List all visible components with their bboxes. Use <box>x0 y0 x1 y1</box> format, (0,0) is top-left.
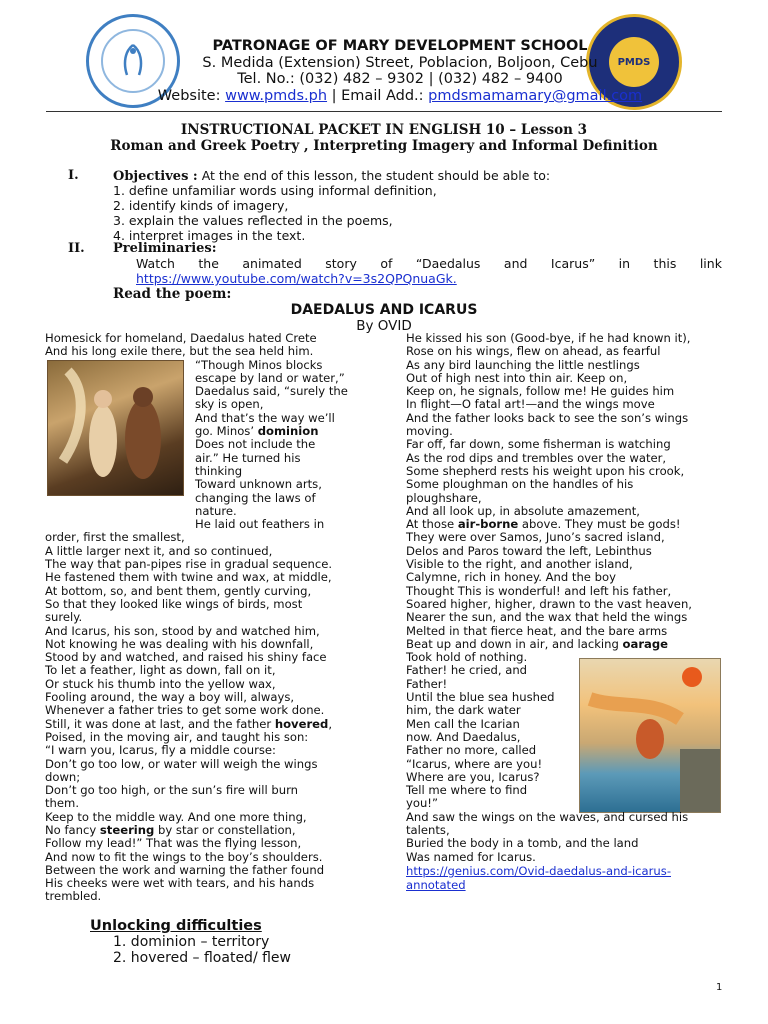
instruction-word: this <box>653 256 677 271</box>
poem-line-text: As the rod dips and trembles over the water, <box>406 450 667 465</box>
poem-line <box>406 611 736 624</box>
poem-line <box>45 784 365 797</box>
poem-line <box>45 758 365 771</box>
genius-source-link[interactable]: https://genius.com/Ovid-daedalus-and-icarus- <box>406 864 671 878</box>
poem-line <box>45 771 365 784</box>
vocabulary-item: 2. hovered – floated/ flew <box>113 950 291 966</box>
poem-line <box>45 731 365 744</box>
poem-line-text-after: by star or constellation, <box>154 822 296 837</box>
poem-line <box>45 531 365 544</box>
poem-line-text: thinking <box>195 463 243 478</box>
poem-line <box>45 359 365 372</box>
poem-line-text: Buried the body in a tomb, and the land <box>406 836 639 851</box>
poem-line-text: Far off, far down, some fisherman is watching <box>406 437 671 452</box>
instruction-word: link <box>699 256 722 271</box>
poem-line-text: changing the laws of <box>195 490 316 505</box>
poem-line-text: Was named for Icarus. <box>406 849 536 864</box>
poem-line-text: Between the work and warning the father found <box>45 862 325 877</box>
poem-line-text: He fastened them with twine and wax, at middle, <box>45 570 332 585</box>
poem-line-text-after: above. They must be gods! <box>518 517 681 532</box>
poem-line <box>406 598 736 611</box>
poem-line-text: In flight—O fatal art!—and the wings move <box>406 397 655 412</box>
poem-line <box>45 864 365 877</box>
poem-line-text: air.” He turned his <box>195 450 301 465</box>
poem-line-text: Don’t go too high, or the sun’s fire will burn <box>45 783 298 798</box>
poem-line <box>406 558 736 571</box>
poem-line <box>45 625 365 638</box>
poem-line-text: Not knowing he was dealing with his downfall, <box>45 636 314 651</box>
poem-line-text: The way that pan-pipes rise in gradual sequence. <box>45 557 333 572</box>
poem-line-text: Father! <box>406 676 448 691</box>
poem-line <box>406 492 736 505</box>
instruction-word: animated <box>242 256 302 271</box>
poem-line-text: Father! he cried, and <box>406 663 528 678</box>
poem-line-text: Does not include the <box>195 437 316 452</box>
poem-line <box>406 465 736 478</box>
poem-line-text: Men call the Icarian <box>406 716 520 731</box>
poem-author: By OVID <box>356 318 412 334</box>
poem-line <box>406 837 736 850</box>
poem-line-text: now. And Daedalus, <box>406 729 521 744</box>
poem-line-text: Still, it was done at last, and the father <box>45 716 275 731</box>
poem-line <box>406 625 736 638</box>
poem-line-text: Whenever a father tries to get some work done. <box>45 703 325 718</box>
poem-vocabulary-word: oarage <box>622 636 669 651</box>
poem-line <box>45 505 365 518</box>
poem-line <box>406 425 736 438</box>
poem-vocabulary-word: air-borne <box>457 517 519 532</box>
poem-line-text: So that they looked like wings of birds, most <box>45 596 303 611</box>
poem-line <box>45 465 365 478</box>
poem-line <box>406 811 736 824</box>
poem-line-text: To let a feather, light as down, fall on it, <box>45 663 276 678</box>
page-number: 1 <box>716 982 723 993</box>
poem-line-text: escape by land or water,” <box>195 370 345 385</box>
poem-line-text: Calymne, rich in honey. And the boy <box>406 570 616 585</box>
preliminaries-label: Preliminaries: <box>113 241 217 256</box>
poem-line-text: Tell me where to find <box>406 783 528 798</box>
poem-line-text: And the father looks back to see the son’s wings <box>406 410 689 425</box>
poem-line-text: Keep on, he signals, follow me! He guides him <box>406 384 675 399</box>
poem-line <box>406 452 736 465</box>
poem-line <box>406 851 736 864</box>
instruction-word: “Daedalus <box>415 256 481 271</box>
poem-line-text: Beat up and down in air, and lacking <box>406 636 623 651</box>
poem-line-text: Fooling around, the way a boy will, always, <box>45 690 295 705</box>
poem-line <box>45 744 365 757</box>
poem-line <box>406 545 736 558</box>
poem-line <box>406 359 736 372</box>
poem-line <box>406 332 736 345</box>
poem-line <box>45 372 365 385</box>
poem-line-text: And now to fit the wings to the boy’s shoulders. <box>45 849 323 864</box>
poem-line <box>406 478 736 491</box>
poem-line-text: And his long exile there, but the sea held him. <box>45 344 314 359</box>
packet-title: INSTRUCTIONAL PACKET IN ENGLISH 10 – Lesson 3 <box>180 122 588 138</box>
poem-line-text-after: , <box>328 716 333 731</box>
poem-line-text: Soared higher, higher, drawn to the vast heaven, <box>406 596 692 611</box>
poem-line <box>406 372 736 385</box>
poem-line-text: you!” <box>406 796 438 811</box>
email-link[interactable]: pmdsmamamary@gmail.com <box>428 88 643 104</box>
poem-line <box>45 651 365 664</box>
poem-line <box>45 611 365 624</box>
poem-line <box>406 585 736 598</box>
poem-line-text: Took hold of nothing. <box>406 650 528 665</box>
objectives-intro: At the end of this lesson, the student should be able to: <box>197 168 551 183</box>
poem-line-text: And Icarus, his son, stood by and watched him, <box>45 623 320 638</box>
objectives-numeral: I. <box>68 168 79 183</box>
objectives-heading <box>113 168 550 184</box>
poem-line-text: And that’s the way we’ll <box>195 410 335 425</box>
poem-line-text: Melted in that fierce heat, and the bare arms <box>406 623 668 638</box>
poem-line-text: Father no more, called <box>406 743 537 758</box>
poem-line-text: And saw the wings on the waves, and cursed his <box>406 809 689 824</box>
poem-line-text: Until the blue sea hushed <box>406 690 555 705</box>
poem-line <box>45 438 365 451</box>
poem-line-text: “Icarus, where are you! <box>406 756 543 771</box>
contact-line <box>120 88 680 104</box>
poem-line <box>406 518 736 531</box>
objectives-label: Objectives : <box>113 169 198 184</box>
poem-line <box>406 571 736 584</box>
pmds-emblem-icon: PMDS <box>609 37 659 87</box>
poem-line <box>45 837 365 850</box>
instruction-word: Watch <box>136 256 175 271</box>
poem-line <box>45 678 365 691</box>
poem-line <box>45 518 365 531</box>
poem-line-text: Thought This is wonderful! and left his father, <box>406 583 672 598</box>
poem-line-text: Nearer the sun, and the wax that held the wings <box>406 610 688 625</box>
poem-line <box>45 345 365 358</box>
poem-line <box>45 598 365 611</box>
objective-item: 1. define unfamiliar words using informal definition, <box>113 183 437 198</box>
poem-line <box>45 558 365 571</box>
poem-line-text: trembled. <box>45 889 102 904</box>
poem-line-text: Some shepherd rests his weight upon his crook, <box>406 463 685 478</box>
school-address: S. Medida (Extension) Street, Poblacion, Boljoon, Cebu <box>202 55 598 71</box>
poem-line-text: them. <box>45 796 80 811</box>
poem-line <box>45 545 365 558</box>
poem-line <box>406 678 736 691</box>
poem-line-text: They were over Samos, Juno’s sacred island, <box>406 530 665 545</box>
poem-line-text: “I warn you, Icarus, fly a middle course: <box>45 743 276 758</box>
poem-line-text: ploughshare, <box>406 490 482 505</box>
poem-line <box>406 345 736 358</box>
read-poem-heading: Read the poem: <box>113 286 232 302</box>
poem-line-text: Toward unknown arts, <box>195 477 322 492</box>
poem-line <box>45 412 365 425</box>
unlocking-difficulties-heading: Unlocking difficulties <box>90 918 262 934</box>
poem-line-text: Delos and Paros toward the left, Lebinthus <box>406 543 652 558</box>
objective-item: 4. interpret images in the text. <box>113 228 306 243</box>
poem-vocabulary-word: hovered <box>274 716 329 731</box>
poem-line <box>406 718 736 731</box>
poem-line-text: He laid out feathers in <box>195 517 325 532</box>
poem-line-text: At those <box>406 517 458 532</box>
poem-line-text: sky is open, <box>195 397 264 412</box>
poem-line <box>406 651 736 664</box>
poem-line <box>45 385 365 398</box>
genius-source-link-continued[interactable]: annotated <box>406 878 466 892</box>
poem-left-column <box>45 332 365 904</box>
poem-line <box>45 452 365 465</box>
poem-line-text: down; <box>45 769 81 784</box>
poem-line-text: Where are you, Icarus? <box>406 769 540 784</box>
poem-line-text: Homesick for homeland, Daedalus hated Crete <box>45 331 317 345</box>
poem-line-text: Daedalus said, “surely the <box>195 384 348 399</box>
poem-vocabulary-word: steering <box>99 822 155 837</box>
school-name: PATRONAGE OF MARY DEVELOPMENT SCHOOL <box>212 38 588 54</box>
poem-line-text: Don’t go too low, or water will weigh the wings <box>45 756 318 771</box>
poem-line-text: Some ploughman on the handles of his <box>406 477 634 492</box>
poem-line-text: At bottom, so, and bent them, gently curving, <box>45 583 312 598</box>
poem-line <box>406 771 736 784</box>
poem-line <box>45 492 365 505</box>
instruction-word: of <box>380 256 393 271</box>
poem-line <box>406 398 736 411</box>
poem-line <box>45 877 365 890</box>
instruction-word: story <box>325 256 357 271</box>
poem-line <box>45 332 365 345</box>
poem-line <box>406 704 736 717</box>
youtube-video-link[interactable]: https://www.youtube.com/watch?v=3s2QPQnuaGk. <box>136 271 457 286</box>
lesson-title: Roman and Greek Poetry , Interpreting Imagery and Informal Definition <box>110 138 658 154</box>
poem-line-text: Out of high nest into thin air. Keep on, <box>406 370 628 385</box>
poem-line-text: nature. <box>195 503 237 518</box>
poem-line <box>406 784 736 797</box>
poem-line <box>406 744 736 757</box>
preliminaries-numeral: II. <box>68 241 85 256</box>
poem-line-text: And all look up, in absolute amazement, <box>406 503 640 518</box>
poem-line-text: Stood by and watched, and raised his shiny face <box>45 650 327 665</box>
email-label: | Email Add.: <box>327 88 429 104</box>
poem-line <box>45 691 365 704</box>
objective-item: 2. identify kinds of imagery, <box>113 198 289 213</box>
poem-line <box>45 425 365 438</box>
poem-line <box>45 890 365 903</box>
poem-line <box>406 412 736 425</box>
poem-title: DAEDALUS AND ICARUS <box>290 302 478 318</box>
poem-line-text: Follow my lead!” That was the flying lesson, <box>45 836 302 851</box>
poem-line <box>45 811 365 824</box>
poem-line <box>45 704 365 717</box>
poem-line <box>45 398 365 411</box>
poem-right-column <box>406 332 736 864</box>
poem-line <box>406 385 736 398</box>
objective-item: 3. explain the values reflected in the poems, <box>113 213 393 228</box>
website-label: Website: <box>157 88 226 104</box>
poem-line-text: moving. <box>406 424 453 439</box>
preliminaries-instruction <box>136 256 722 271</box>
instruction-word: Icarus” <box>550 256 596 271</box>
website-link[interactable]: www.pmds.ph <box>225 88 328 104</box>
poem-line <box>45 718 365 731</box>
poem-line-text: No fancy <box>45 822 100 837</box>
poem-line-text: order, first the smallest, <box>45 530 185 545</box>
poem-line-text: Rose on his wings, flew on ahead, as fearful <box>406 344 661 359</box>
poem-line <box>406 531 736 544</box>
poem-line-text: As any bird launching the little nestlings <box>406 357 640 372</box>
instruction-word: the <box>198 256 219 271</box>
poem-line-text: Visible to the right, and another island, <box>406 557 633 572</box>
poem-line <box>45 664 365 677</box>
poem-line <box>45 797 365 810</box>
poem-line <box>45 571 365 584</box>
poem-line-text: surely. <box>45 610 83 625</box>
instruction-word: in <box>618 256 631 271</box>
poem-line-text: “Though Minos blocks <box>195 357 323 372</box>
poem-line-text: him, the dark water <box>406 703 521 718</box>
poem-vocabulary-word: dominion <box>257 424 319 439</box>
poem-line-text: Poised, in the moving air, and taught his son: <box>45 729 309 744</box>
poem-line <box>406 824 736 837</box>
poem-line-text: Keep to the middle way. And one more thing, <box>45 809 307 824</box>
poem-line <box>406 505 736 518</box>
poem-line <box>45 851 365 864</box>
poem-line <box>45 824 365 837</box>
poem-line <box>406 664 736 677</box>
poem-line <box>45 585 365 598</box>
poem-line-text: His cheeks were wet with tears, and his hands <box>45 876 315 891</box>
poem-line-text: talents, <box>406 822 450 837</box>
poem-line <box>406 758 736 771</box>
poem-line <box>406 638 736 651</box>
poem-line <box>406 731 736 744</box>
poem-line <box>406 797 736 810</box>
poem-line <box>406 691 736 704</box>
instruction-word: and <box>503 256 528 271</box>
header-divider <box>46 111 722 112</box>
poem-line-text: go. Minos’ <box>195 424 258 439</box>
vocabulary-item: 1. dominion – territory <box>113 934 270 950</box>
poem-line <box>45 478 365 491</box>
poem-line-text: He kissed his son (Good-bye, if he had known it), <box>406 331 691 345</box>
poem-line <box>45 638 365 651</box>
poem-line-text: A little larger next it, and so continued, <box>45 543 273 558</box>
school-telephone: Tel. No.: (032) 482 – 9302 | (032) 482 – 9400 <box>237 71 563 87</box>
poem-line-text: Or stuck his thumb into the yellow wax, <box>45 676 276 691</box>
poem-line <box>406 438 736 451</box>
